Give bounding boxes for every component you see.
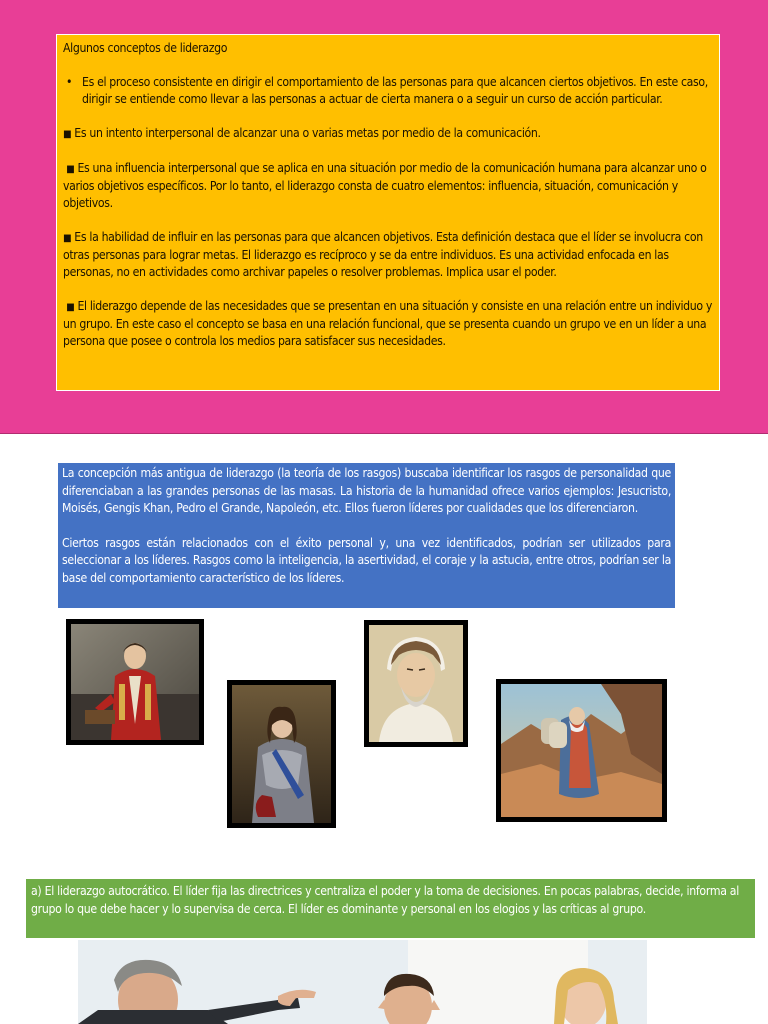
concept-item-3 xyxy=(63,160,713,212)
square-bullet-icon: ■ xyxy=(66,302,75,313)
peter-the-great-portrait xyxy=(227,680,336,828)
concept-text-2: Es un intento interpersonal de alcanzar una o varias metas por medio de la comunicación. xyxy=(74,126,541,140)
autocratic-leadership-photo xyxy=(78,940,647,1024)
concept-text-1: Es el proceso consistente en dirigir el comportamiento de las personas para que alcancen ciertos objetivos. En este caso, dirigir se entiende como llevar a las personas a actuar de cierta manera o a seguir un curso de acción particular. xyxy=(82,75,708,106)
square-bullet-icon: ■ xyxy=(63,233,72,244)
office-scene-image xyxy=(78,940,647,1024)
moses-portrait xyxy=(496,679,667,822)
concept-text-5: El liderazgo depende de las necesidades que se presentan en una situación y consiste en una relación entre un individuo y un grupo. En este caso el concepto se basa en una relación funcional, que se presenta cuando un grupo ve en un líder a una persona que posee o controla los medios para satisfacer sus necesidades. xyxy=(63,299,712,348)
peter-the-great-image xyxy=(232,685,331,823)
autocratic-leadership-text: a) El liderazgo autocrático. El líder fija las directrices y centraliza el poder y la toma de decisiones. En pocas palabras, decide, informa al grupo lo que debe hacer y lo supervisa de cerca. El líder es dominante y personal en los elogios y las críticas al grupo. xyxy=(31,884,739,916)
concept-item-5 xyxy=(63,298,713,350)
concept-item-4 xyxy=(63,229,713,281)
square-bullet-icon: ■ xyxy=(63,129,72,140)
autocratic-leadership-box xyxy=(26,879,755,938)
trait-theory-paragraph-2: Ciertos rasgos están relacionados con el éxito personal y, una vez identificados, podrían ser utilizados para seleccionar a los líderes. Rasgos como la inteligencia, la asertividad, el coraje y la astucia, entre otros, podrían ser la base del comportamiento característico de los líderes. xyxy=(62,535,671,585)
trait-theory-paragraph-1: La concepción más antigua de liderazgo (la teoría de los rasgos) buscaba identificar los rasgos de personalidad que diferenciaban a las grandes personas de las masas. La historia de la humanidad ofrece varios ejemplos: Jesucristo, Moisés, Gengis Khan, Pedro el Grande, Napoleón, etc. Ellos fueron líderes por cualidades que los diferenciaron. xyxy=(62,466,671,515)
leadership-concepts-box xyxy=(56,34,720,391)
moses-image xyxy=(501,684,662,817)
square-bullet-icon: ■ xyxy=(66,164,75,175)
bullet-icon: • xyxy=(66,75,73,89)
genghis-khan-portrait xyxy=(364,620,468,747)
napoleon-image xyxy=(71,624,199,740)
napoleon-portrait xyxy=(66,619,204,745)
concept-text-4: Es la habilidad de influir en las personas para que alcancen objetivos. Esta definición destaca que el líder se involucra con otras personas para lograr metas. El liderazgo es recíproco y se da entre individuos. Es una actividad enfocada en las personas, no en actividades como archivar papeles o resolver problemas. Implica usar el poder. xyxy=(63,230,703,279)
concept-text-3: Es una influencia interpersonal que se aplica en una situación por medio de la comunicación humana para alcanzar uno o varios objetivos específicos. Por lo tanto, el liderazgo consta de cuatro elementos: influencia, situación, comunicación y objetivos. xyxy=(63,161,707,210)
concepts-title: Algunos conceptos de liderazgo xyxy=(63,41,228,55)
genghis-khan-image xyxy=(369,625,463,742)
trait-theory-box xyxy=(58,463,675,608)
concept-item-2 xyxy=(63,125,713,143)
concept-item-1 xyxy=(63,74,713,108)
